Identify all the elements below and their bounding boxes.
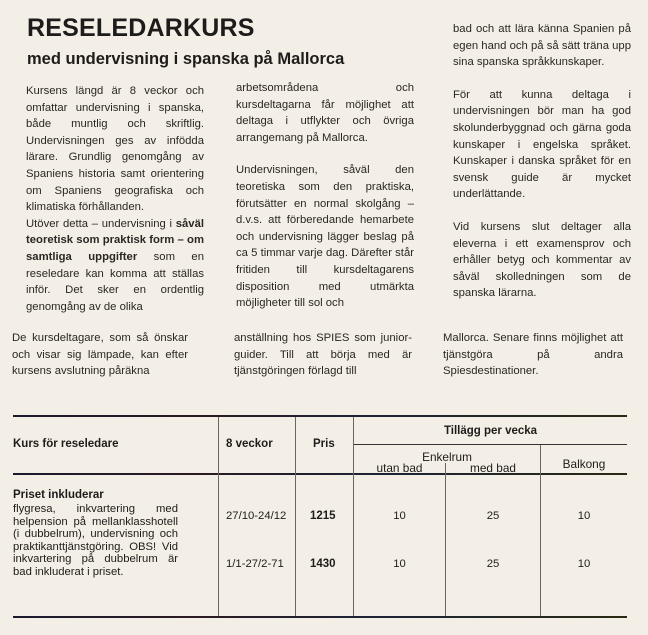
row-with-bath: 25 bbox=[486, 510, 500, 522]
bottom-paragraph-1: De kursdeltagare, som så önskar och visar sig lämpade, kan efter kursens avslutning påräkna bbox=[12, 332, 188, 378]
header-without-bath: utan bad bbox=[376, 461, 423, 475]
row-dates: 1/1-27/2-71 bbox=[226, 558, 284, 570]
paragraph: Kursens längd är 8 veckor och omfattar undervisning i spanska, både muntlig och skriftlig. Undervisningen ges av infödda lärare. Grundlig genomgång av Spaniens historia samt orientering om Spaniens geografiska och klimatiska förhållanden. bbox=[26, 85, 204, 214]
bottom-paragraph-2: anställning hos SPIES som junior-guider. Till att börja med är tjänstgöringen förlagd till bbox=[234, 332, 412, 378]
bottom-paragraph-3: Mallorca. Senare finns möjlighet att tjänstgöra på andra Spiesdestinationer. bbox=[443, 332, 623, 378]
paragraph: Vid kursens slut deltager alla eleverna i ett examensprov och erhåller betyg och kommentar av såväl skolledningen som de spanska lärarna. bbox=[453, 220, 631, 300]
table-bottom-rule bbox=[13, 616, 627, 618]
row-dates: 27/10-24/12 bbox=[226, 510, 287, 522]
header-supplement: Tillägg per vecka bbox=[443, 425, 538, 437]
row-with-bath: 25 bbox=[486, 558, 500, 570]
paragraph: Undervisningen, såväl den teoretiska som den praktiska, förutsätter en normal skolgång – d.v.s. att förberedande hemarbete och undervisning lägger beslag på ca 5 timmar varje dag. Därefter står fritiden till kursdeltagarens disposition med utmärkta möjligheter till sol och bbox=[236, 164, 414, 310]
paragraph: För att kunna deltaga i undervisningen bör man ha god skolunderbyggnad och gärna goda kunskaper i engelska språket. Kunskaper i danska språket för en svensk guide är mycket underlättande. bbox=[453, 88, 631, 201]
paragraph: bad och att lära känna Spanien på egen hand och på så sätt träna upp sina spanska språkkunskaper. bbox=[453, 23, 631, 69]
header-course: Kurs för reseledare bbox=[13, 438, 119, 450]
header-duration: 8 veckor bbox=[226, 438, 273, 450]
price-table bbox=[13, 415, 627, 618]
header-single-room: Enkelrum bbox=[422, 450, 472, 464]
supplement-rule bbox=[354, 444, 627, 445]
row-balcony: 10 bbox=[577, 510, 591, 522]
table-top-rule bbox=[13, 415, 627, 417]
column-divider bbox=[218, 417, 219, 616]
emphasized-text: såväl teoretisk som praktisk form – om samtliga uppgifter bbox=[26, 217, 205, 263]
includes-heading: Priset inkluderar bbox=[13, 489, 104, 501]
article-column-3 bbox=[453, 21, 631, 302]
article-column-2 bbox=[236, 80, 414, 312]
row-without-bath: 10 bbox=[393, 558, 406, 570]
row-without-bath: 10 bbox=[393, 510, 406, 522]
article-subtitle: med undervisning i spanska på Mallorca bbox=[27, 50, 345, 68]
article-title: RESELEDARKURS bbox=[27, 14, 255, 42]
header-with-bath: med bad bbox=[470, 461, 516, 475]
row-price: 1430 bbox=[310, 558, 336, 570]
row-price: 1215 bbox=[310, 510, 336, 522]
column-divider bbox=[295, 417, 296, 616]
header-balcony: Balkong bbox=[562, 457, 606, 471]
article-column-1 bbox=[26, 83, 204, 315]
paragraph bbox=[26, 216, 204, 316]
paragraph-text: som en reseledare kan komma att ställas inför. Det sker en ordentlig genomgång av de olika bbox=[26, 250, 204, 313]
paragraph-text: Utöver detta – undervisning i bbox=[26, 217, 173, 230]
includes-text: flygresa, inkvartering med helpension på mellanklasshotell (i dubbelrum), undervisning och praktikanttjänstgöring. OBS! Vid inkvartering på dubbelrum är bad inkluderat i priset. bbox=[13, 503, 178, 578]
row-balcony: 10 bbox=[577, 558, 591, 570]
paragraph: arbetsområdena och kursdeltagarna får möjlighet att deltaga i utflykter och övriga arrangemang på Mallorca. bbox=[236, 82, 414, 144]
column-divider bbox=[445, 463, 446, 616]
header-price: Pris bbox=[313, 438, 335, 450]
